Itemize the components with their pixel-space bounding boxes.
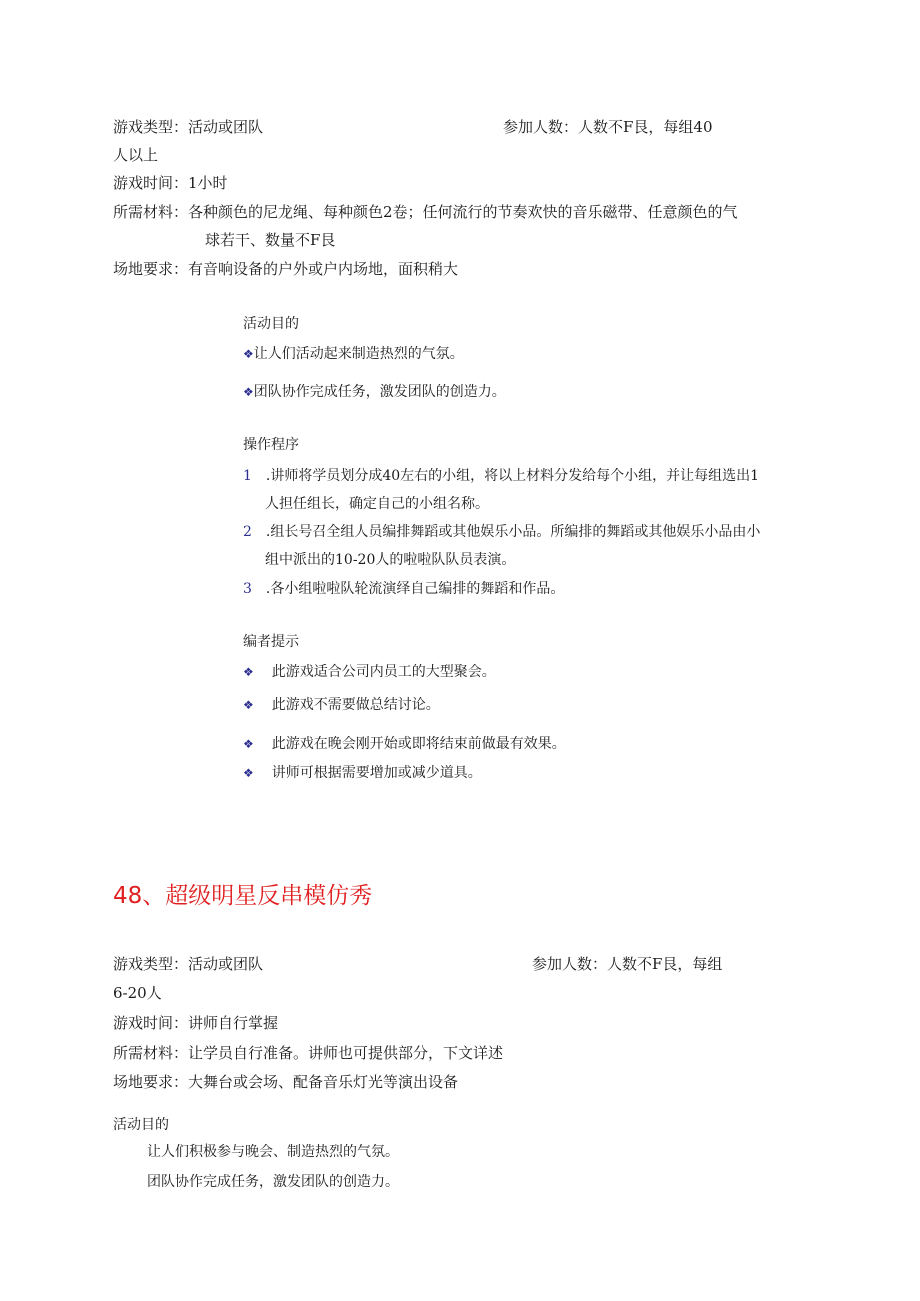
game-type-line: 游戏类型：活动或团队 [113,118,264,136]
diamond-bullet-icon: ❖ [243,737,254,751]
step-number: 1 [243,468,252,484]
procedure-title: 操作程序 [243,437,299,453]
participants-continued: 人以上 [113,146,159,164]
diamond-bullet-icon: ❖ [243,347,254,361]
diamond-bullet-icon: ❖ [243,766,254,780]
objective-text: 团队协作完成任务，激发团队的创造力。 [253,384,506,400]
participants-line: 参加人数：人数不F艮，每组40 [503,118,713,136]
section-heading: 48、超级明星反串模仿秀 [113,883,373,909]
tip-item [243,661,496,681]
participants-continued: 6-20人 [113,984,162,1002]
step-text: .各小组啦啦队轮流演绎自己编排的舞蹈和作品。 [265,581,565,597]
tip-item [243,762,482,782]
game-time-line: 游戏时间：讲师自行掌握 [113,1014,279,1032]
materials-line: 所需材料：各种颜色的尼龙绳、每种颜色2卷；任何流行的节奏欢快的音乐磁带、任意颜色的气 [113,203,738,221]
procedure-step [243,578,564,598]
participants-line: 参加人数：人数不F艮，每组 [532,955,723,973]
tip-item [243,694,440,714]
objective-title: 活动目的 [113,1117,169,1133]
step-text: .讲师将学员划分成40左右的小组，将以上材料分发给每个小组，并让每组选出1 [265,468,760,484]
tip-text: 此游戏不需要做总结讨论。 [271,697,440,713]
tip-text: 讲师可根据需要增加或减少道具。 [271,765,482,781]
objective-text: 团队协作完成任务，激发团队的创造力。 [147,1174,399,1190]
objective-item [243,381,506,401]
tip-text: 此游戏适合公司内员工的大型聚会。 [271,664,496,680]
procedure-step [243,465,759,485]
step-number: 3 [243,581,252,597]
tip-text: 此游戏在晚会刚开始或即将结束前做最有效果。 [271,736,566,752]
diamond-bullet-icon: ❖ [243,665,254,679]
step-text: .组长号召全组人员编排舞蹈或其他娱乐小品。所编排的舞蹈或其他娱乐小品由小 [265,524,761,540]
objective-item [243,343,464,363]
step-number: 2 [243,524,252,540]
step-text-continued: 组中派出的10-20人的啦啦队队员表演。 [265,552,516,568]
venue-line: 场地要求：大舞台或会场、配备音乐灯光等演出设备 [113,1073,459,1091]
game-type-line: 游戏类型：活动或团队 [113,955,264,973]
diamond-bullet-icon: ❖ [243,385,254,399]
diamond-bullet-icon: ❖ [243,698,254,712]
materials-line: 所需材料：让学员自行准备。讲师也可提供部分，下文详述 [113,1044,504,1062]
venue-line: 场地要求：有音响设备的户外或户内场地，面积稍大 [113,260,459,278]
step-text-continued: 人担任组长，确定自己的小组名称。 [265,496,489,512]
objective-text: 让人们积极参与晚会、制造热烈的气氛。 [147,1144,399,1160]
game-time-line: 游戏时间：1小时 [113,174,228,192]
objective-title: 活动目的 [243,316,299,332]
objective-text: 让人们活动起来制造热烈的气氛。 [253,346,464,362]
tip-item [243,733,566,753]
procedure-step [243,521,760,541]
materials-line-continued: 球若干、数量不F艮 [205,231,336,249]
tips-title: 编者提示 [243,634,299,650]
